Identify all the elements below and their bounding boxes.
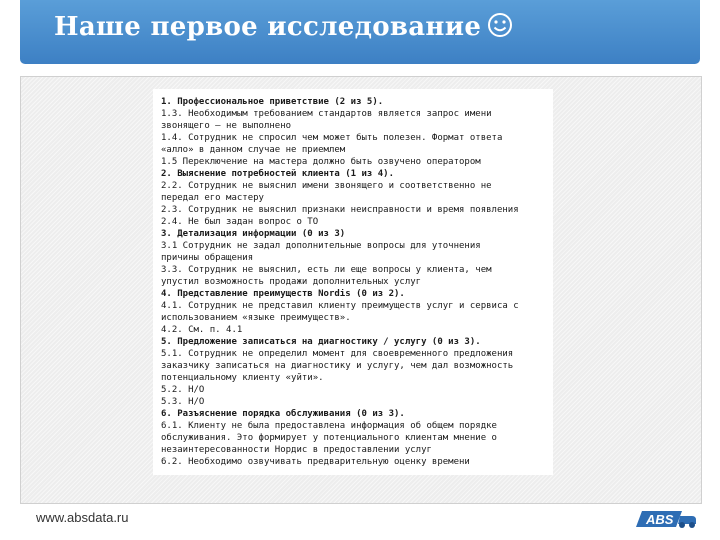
document-line: 3.1 Сотрудник не задал дополнительные вопросы для уточнения — [161, 241, 481, 251]
document-line: причины обращения — [161, 253, 254, 263]
document-line: 2.2. Сотрудник не выяснил имени звонящего и соответственно не — [161, 181, 492, 191]
footer-url: www.absdata.ru — [36, 510, 129, 525]
document-line: 1.3. Необходимым требованием стандартов является запрос имени — [161, 109, 492, 119]
document-line: незаинтересованности Нордис в предоставлении услуг — [161, 445, 432, 455]
document-line: 2.4. Не был задан вопрос о ТО — [161, 217, 319, 227]
document-line: 1. Профессиональное приветствие (2 из 5). — [161, 97, 384, 107]
document-line: 6.1. Клиенту не была предоставлена информация об общем порядке — [161, 421, 497, 431]
document-line: звонящего – не выполнено — [161, 121, 292, 131]
smiley-icon — [487, 12, 513, 45]
document-line: 6.2. Необходимо озвучивать предварительную оценку времени — [161, 457, 470, 467]
slide-title-text: Наше первое исследование — [54, 12, 482, 42]
document-line: использованием «языке преимуществ». — [161, 313, 351, 323]
document-line: 2. Выяснение потребностей клиента (1 из 4). — [161, 169, 394, 179]
document-line: 3. Детализация информации (0 из 3) — [161, 229, 346, 239]
document-line: 5.2. Н/О — [161, 385, 205, 395]
document-line: 5.3. Н/О — [161, 397, 205, 407]
document-line: передал его мастеру — [161, 193, 264, 203]
document-line: 4. Представление преимуществ Nordis (0 из 2). — [161, 289, 405, 299]
title-bar — [20, 0, 700, 64]
document-line: 5.1. Сотрудник не определил момент для своевременного предложения — [161, 349, 514, 359]
document-line: потенциальному клиенту «уйти». — [161, 373, 324, 383]
document-line: заказчику записаться на диагностику и услугу, чем дал возможность — [161, 361, 514, 371]
document-line: упустил возможность продажи дополнительных услуг — [161, 277, 422, 287]
document-scan — [153, 89, 553, 475]
document-line: «алло» в данном случае не приемлем — [161, 145, 346, 155]
document-line: обслуживания. Это формирует у потенциального клиентам мнение о — [161, 433, 497, 443]
slide-title — [54, 12, 513, 45]
document-line: 3.3. Сотрудник не выяснил, есть ли еще вопросы у клиента, чем — [161, 265, 492, 275]
document-line: 2.3. Сотрудник не выяснил признаки неисправности и время появления — [161, 205, 519, 215]
document-line: 1.5 Переключение на мастера должно быть озвучено оператором — [161, 157, 481, 167]
document-line: 6. Разъяснение порядка обслуживания (0 из 3). — [161, 409, 405, 419]
logo-text: ABS — [646, 512, 674, 527]
document-line: 1.4. Сотрудник не спросил чем может быть полезен. Формат ответа — [161, 133, 503, 143]
document-line: 5. Предложение записаться на диагностику / услугу (0 из 3). — [161, 337, 481, 347]
document-line: 4.2. См. п. 4.1 — [161, 325, 243, 335]
abs-logo — [636, 508, 698, 530]
document-line: 4.1. Сотрудник не представил клиенту преимуществ услуг и сервиса с — [161, 301, 519, 311]
